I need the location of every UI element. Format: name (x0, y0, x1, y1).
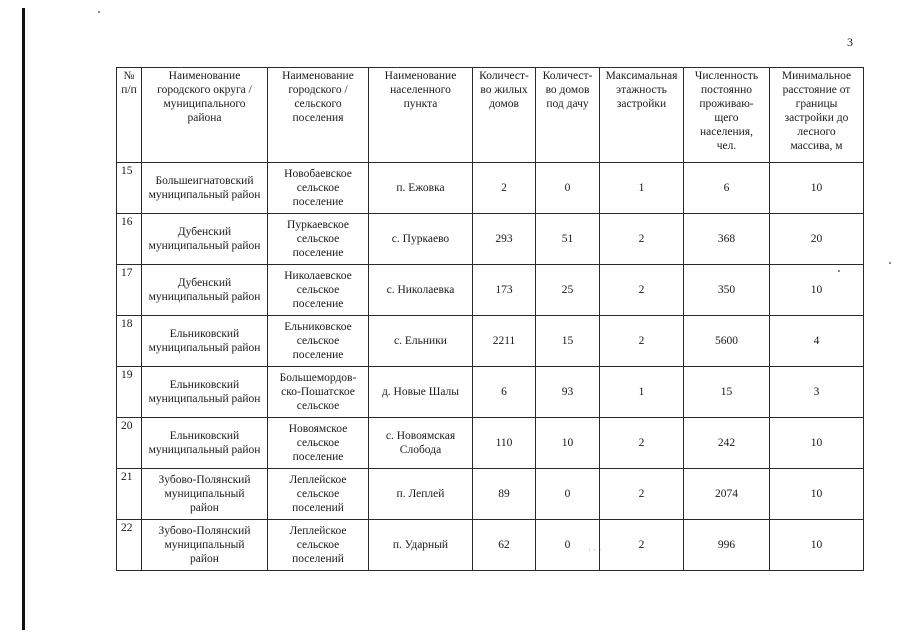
row-number: 21 (117, 469, 142, 520)
distance-cell: 10 (770, 265, 864, 316)
houses-cell: 110 (473, 418, 536, 469)
row-number: 19 (117, 367, 142, 418)
floors-cell: 2 (600, 520, 684, 571)
district-cell: Ельниковский муниципальный район (142, 367, 268, 418)
population-cell: 2074 (684, 469, 770, 520)
floors-cell: 2 (600, 316, 684, 367)
header-distance: Минимальное расстояние от границы застройки до лесного массива, м (770, 68, 864, 163)
floors-cell: 1 (600, 367, 684, 418)
floors-cell: 2 (600, 265, 684, 316)
settlement-cell: Николаевское сельское поселение (268, 265, 369, 316)
houses-cell: 6 (473, 367, 536, 418)
population-cell: 350 (684, 265, 770, 316)
district-cell: Дубенский муниципальный район (142, 214, 268, 265)
row-number: 15 (117, 163, 142, 214)
district-cell: Дубенский муниципальный район (142, 265, 268, 316)
distance-cell: 10 (770, 469, 864, 520)
settlement-cell: Новоямское сельское поселение (268, 418, 369, 469)
locality-cell: с. Новоямская Слобода (369, 418, 473, 469)
table-header-row (117, 68, 864, 163)
header-number: № п/п (117, 68, 142, 163)
population-cell: 242 (684, 418, 770, 469)
scan-speck (98, 11, 100, 13)
table-row (117, 316, 864, 367)
district-cell: Большеигнатовский муниципальный район (142, 163, 268, 214)
row-number: 20 (117, 418, 142, 469)
dachas-cell: 15 (536, 316, 600, 367)
population-cell: 15 (684, 367, 770, 418)
district-cell: Зубово-Полянский муниципальный район (142, 520, 268, 571)
scan-speck (889, 262, 891, 264)
settlement-cell: Новобаевское сельское поселение (268, 163, 369, 214)
table-row (117, 214, 864, 265)
floors-cell: 2 (600, 214, 684, 265)
table-row (117, 418, 864, 469)
locality-cell: п. Леплей (369, 469, 473, 520)
population-cell: 6 (684, 163, 770, 214)
settlement-cell: Ельниковское сельское поселение (268, 316, 369, 367)
left-margin-bar (22, 8, 25, 630)
distance-cell: 4 (770, 316, 864, 367)
page-number: 3 (847, 35, 853, 49)
table-row (117, 163, 864, 214)
row-number: 22 (117, 520, 142, 571)
dachas-cell: 25 (536, 265, 600, 316)
distance-cell: 3 (770, 367, 864, 418)
population-cell: 996 (684, 520, 770, 571)
row-number: 18 (117, 316, 142, 367)
district-cell: Зубово-Полянский муниципальный район (142, 469, 268, 520)
settlement-cell: Пуркаевское сельское поселение (268, 214, 369, 265)
houses-cell: 62 (473, 520, 536, 571)
scan-mark: · · · (588, 545, 602, 555)
dachas-cell: 93 (536, 367, 600, 418)
table-row (117, 469, 864, 520)
floors-cell: 1 (600, 163, 684, 214)
row-number: 16 (117, 214, 142, 265)
houses-cell: 293 (473, 214, 536, 265)
table-row (117, 367, 864, 418)
header-district: Наименование городского округа / муниципального района (142, 68, 268, 163)
dachas-cell: 0 (536, 163, 600, 214)
header-settlement: Наименование городского / сельского поселения (268, 68, 369, 163)
header-floors: Максимальная этажность застройки (600, 68, 684, 163)
locality-cell: с. Пуркаево (369, 214, 473, 265)
header-locality: Наименование населенного пункта (369, 68, 473, 163)
distance-cell: 10 (770, 163, 864, 214)
locality-cell: с. Николаевка (369, 265, 473, 316)
locality-cell: с. Ельники (369, 316, 473, 367)
row-number: 17 (117, 265, 142, 316)
district-cell: Ельниковский муниципальный район (142, 316, 268, 367)
dachas-cell: 10 (536, 418, 600, 469)
distance-cell: 10 (770, 418, 864, 469)
locality-cell: д. Новые Шалы (369, 367, 473, 418)
floors-cell: 2 (600, 469, 684, 520)
table-row (117, 265, 864, 316)
distance-cell: 20 (770, 214, 864, 265)
distance-cell: 10 (770, 520, 864, 571)
population-cell: 5600 (684, 316, 770, 367)
locality-cell: п. Ежовка (369, 163, 473, 214)
settlements-table (116, 67, 864, 571)
header-dachas: Количест- во домов под дачу (536, 68, 600, 163)
floors-cell: 2 (600, 418, 684, 469)
houses-cell: 173 (473, 265, 536, 316)
settlement-cell: Большемордов- ско-Пошатское сельское (268, 367, 369, 418)
district-cell: Ельниковский муниципальный район (142, 418, 268, 469)
dachas-cell: 51 (536, 214, 600, 265)
header-population: Численность постоянно проживаю- щего населения, чел. (684, 68, 770, 163)
houses-cell: 2 (473, 163, 536, 214)
locality-cell: п. Ударный (369, 520, 473, 571)
table-row (117, 520, 864, 571)
settlement-cell: Леплейское сельское поселений (268, 520, 369, 571)
dachas-cell: 0 (536, 520, 600, 571)
houses-cell: 89 (473, 469, 536, 520)
houses-cell: 2211 (473, 316, 536, 367)
population-cell: 368 (684, 214, 770, 265)
settlement-cell: Леплейское сельское поселений (268, 469, 369, 520)
dachas-cell: 0 (536, 469, 600, 520)
header-houses: Количест- во жилых домов (473, 68, 536, 163)
